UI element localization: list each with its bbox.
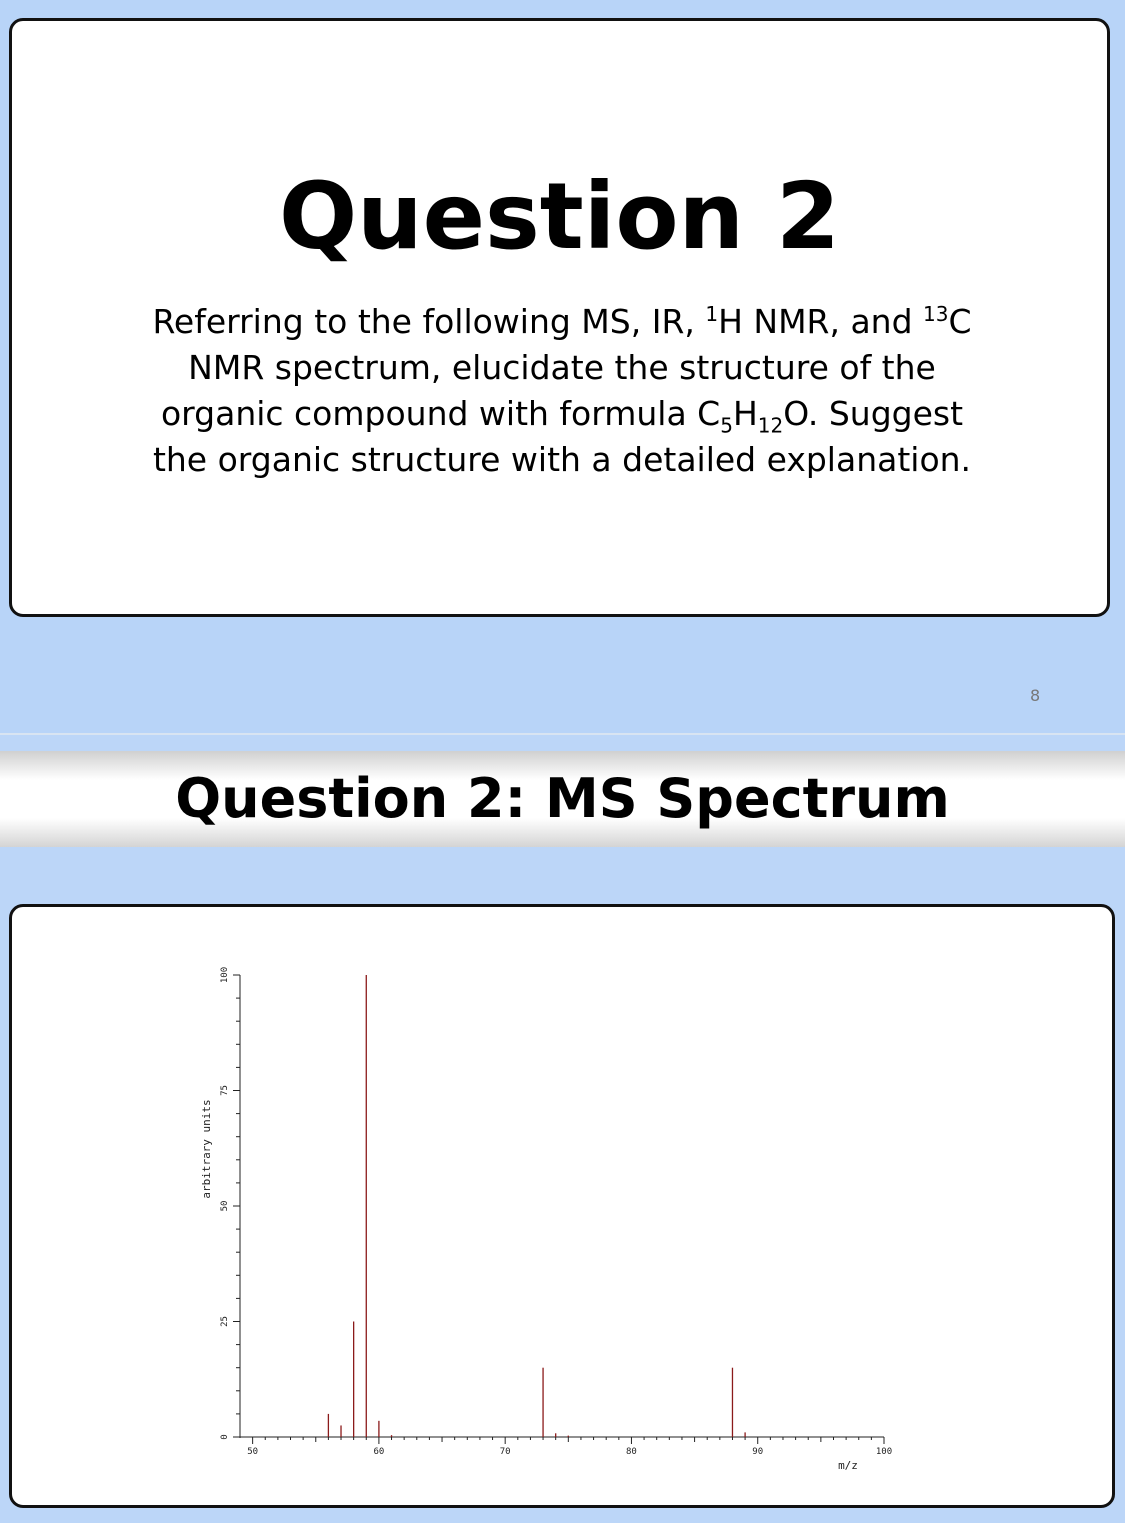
question-text-part: H (732, 394, 758, 433)
y-tick-label: 75 (220, 1085, 230, 1096)
question-text-part: C NMR spectrum, elucidate the structure of the organic compound with formula C (160, 302, 972, 433)
superscript-13: 13 (923, 302, 949, 326)
question-text-part: Referring to the following MS, IR, (152, 302, 706, 341)
x-tick-label: 100 (875, 1447, 893, 1457)
x-tick-label: 50 (247, 1447, 259, 1457)
y-tick-label: 25 (220, 1316, 230, 1327)
slide-title: Question 2 (278, 163, 841, 270)
y-tick-label: 50 (220, 1200, 230, 1212)
y-tick-label: 0 (220, 1434, 230, 1440)
page-number: 8 (1030, 686, 1041, 705)
superscript-1: 1 (705, 302, 719, 326)
x-tick-label: 90 (752, 1447, 764, 1457)
x-tick-label: 80 (626, 1447, 637, 1457)
y-axis-label: arbitrary units (200, 1099, 213, 1199)
ms-spectrum-chart (12, 907, 1112, 1505)
x-axis-label: m/z (838, 1459, 858, 1472)
question-text (132, 299, 992, 483)
slide-question-2 (0, 0, 1125, 733)
subscript-5: 5 (720, 413, 733, 438)
chart-card (9, 904, 1115, 1508)
x-tick-label: 70 (499, 1447, 511, 1457)
y-tick-label: 100 (220, 966, 230, 984)
slide-ms-spectrum (0, 735, 1125, 1523)
question-text-part: O. Suggest the organic structure with a detailed explanation. (152, 394, 972, 479)
subscript-12: 12 (757, 413, 784, 438)
x-tick-label: 60 (373, 1447, 385, 1457)
question-text-part: H NMR, and (718, 302, 924, 341)
slide-title: Question 2: MS Spectrum (175, 767, 950, 830)
title-bar (0, 751, 1125, 847)
question-card (9, 18, 1110, 617)
